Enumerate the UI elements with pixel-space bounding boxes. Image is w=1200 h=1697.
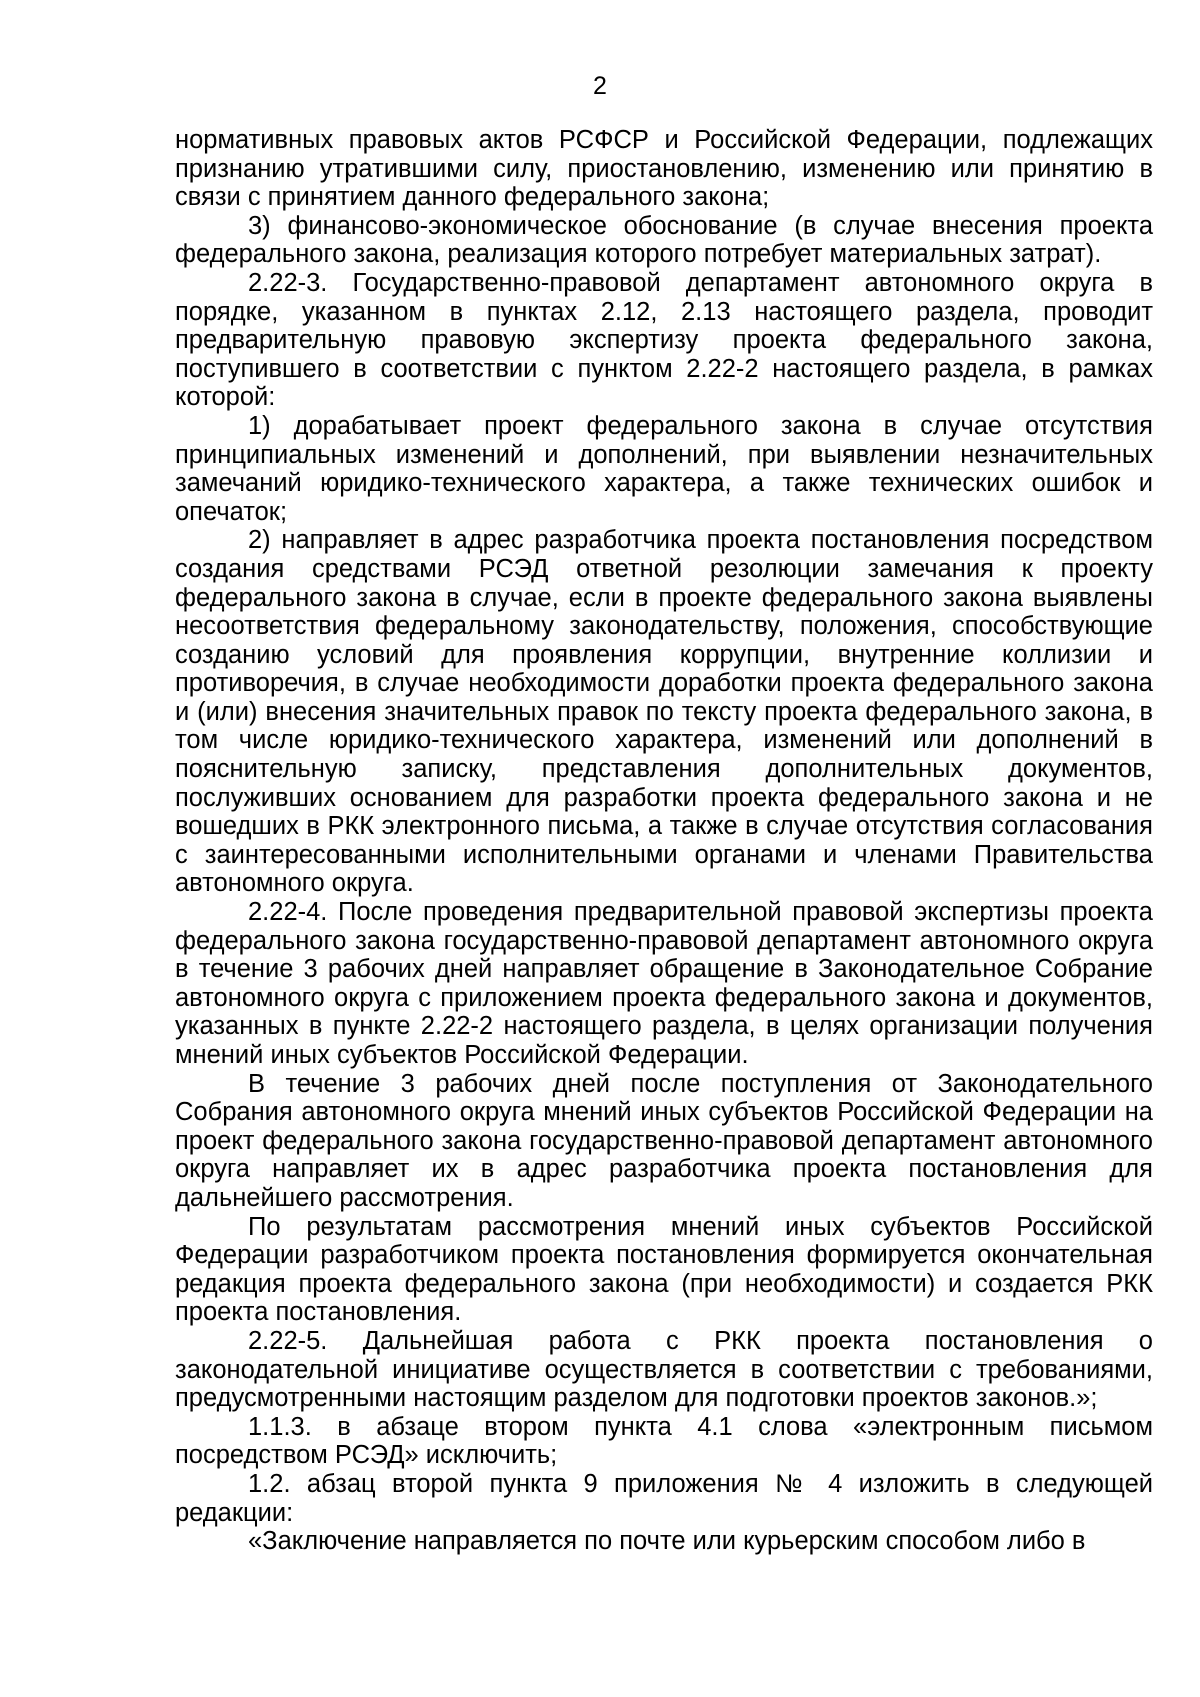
- paragraph-1-2: 1.2. абзац второй пункта 9 приложения № 4 изложить в следующей редакции:: [175, 1469, 1153, 1527]
- page-number: 2: [593, 72, 607, 100]
- paragraph-conclusion-quote: «Заключение направляется по почте или курьерским способом либо в: [248, 1527, 1086, 1556]
- paragraph-item-3-financial-justification: 3) финансово-экономическое обоснование (в случае внесения проекта федерального закона, реализация которого потребует материальных затрат).: [175, 211, 1153, 269]
- paragraph-1-1-3: 1.1.3. в абзаце втором пункта 4.1 слова «электронным письмом посредством РСЭД» исключить;: [175, 1412, 1153, 1470]
- paragraph-2-22-5: 2.22-5. Дальнейшая работа с РКК проекта постановления о законодательной инициативе осуществляется в соответствии с требованиями, предусмотренными настоящим разделом для подготовки проектов законов.»;: [175, 1326, 1153, 1413]
- paragraph-2-22-3: 2.22-3. Государственно-правовой департамент автономного округа в порядке, указанном в пунктах 2.12, 2.13 настоящего раздела, проводит предварительную правовую экспертизу проекта федерального закона, поступившего в соответствии с пунктом 2.22-2 настоящего раздела, в рамках которой:: [175, 268, 1153, 412]
- paragraph-2-22-4: 2.22-4. После проведения предварительной правовой экспертизы проекта федерального закона государственно-правовой департамент автономного округа в течение 3 рабочих дней направляет обращение в Законодательное Собрание автономного округа с приложением проекта федерального закона и документов, указанных в пункте 2.22-2 настоящего раздела, в целях организации получения мнений иных субъектов Российской Федерации.: [175, 898, 1153, 1069]
- document-body: [175, 126, 1153, 1556]
- paragraph-item-2-sends-remarks: 2) направляет в адрес разработчика проекта постановления посредством создания средствами РСЭД ответной резолюции замечания к проекту федерального закона в случае, если в проекте федерального закона выявлены несоответствия федеральному законодательству, положения, способствующие созданию условий для проявления коррупции, внутренние коллизии и противоречия, в случае необходимости доработки проекта федерального закона и (или) внесения значительных правок по тексту проекта федерального закона, в том числе юридико-технического характера, изменений или дополнений в пояснительную записку, представления дополнительных документов, послуживших основанием для разработки проекта федерального закона и не вошедших в РКК электронного письма, а также в случае отсутствия согласования с заинтересованными исполнительными органами и членами Правительства автономного округа.: [175, 526, 1153, 898]
- paragraph-continuation: нормативных правовых актов РСФСР и Российской Федерации, подлежащих признанию утратившими силу, приостановлению, изменению или принятию в связи с принятием данного федерального закона;: [175, 126, 1153, 212]
- paragraph-based-on-results: По результатам рассмотрения мнений иных субъектов Российской Федерации разработчиком проекта постановления формируется окончательная редакция проекта федерального закона (при необходимости) и создается РКК проекта постановления.: [175, 1212, 1153, 1327]
- paragraph-within-3-days: В течение 3 рабочих дней после поступления от Законодательного Собрания автономного округа мнений иных субъектов Российской Федерации на проект федерального закона государственно-правовой департамент автономного округа направляет их в адрес разработчика проекта постановления для дальнейшего рассмотрения.: [175, 1069, 1153, 1212]
- paragraph-item-1-refines-draft: 1) дорабатывает проект федерального закона в случае отсутствия принципиальных изменений и дополнений, при выявлении незначительных замечаний юридико-технического характера, а также технических ошибок и опечаток;: [175, 411, 1153, 526]
